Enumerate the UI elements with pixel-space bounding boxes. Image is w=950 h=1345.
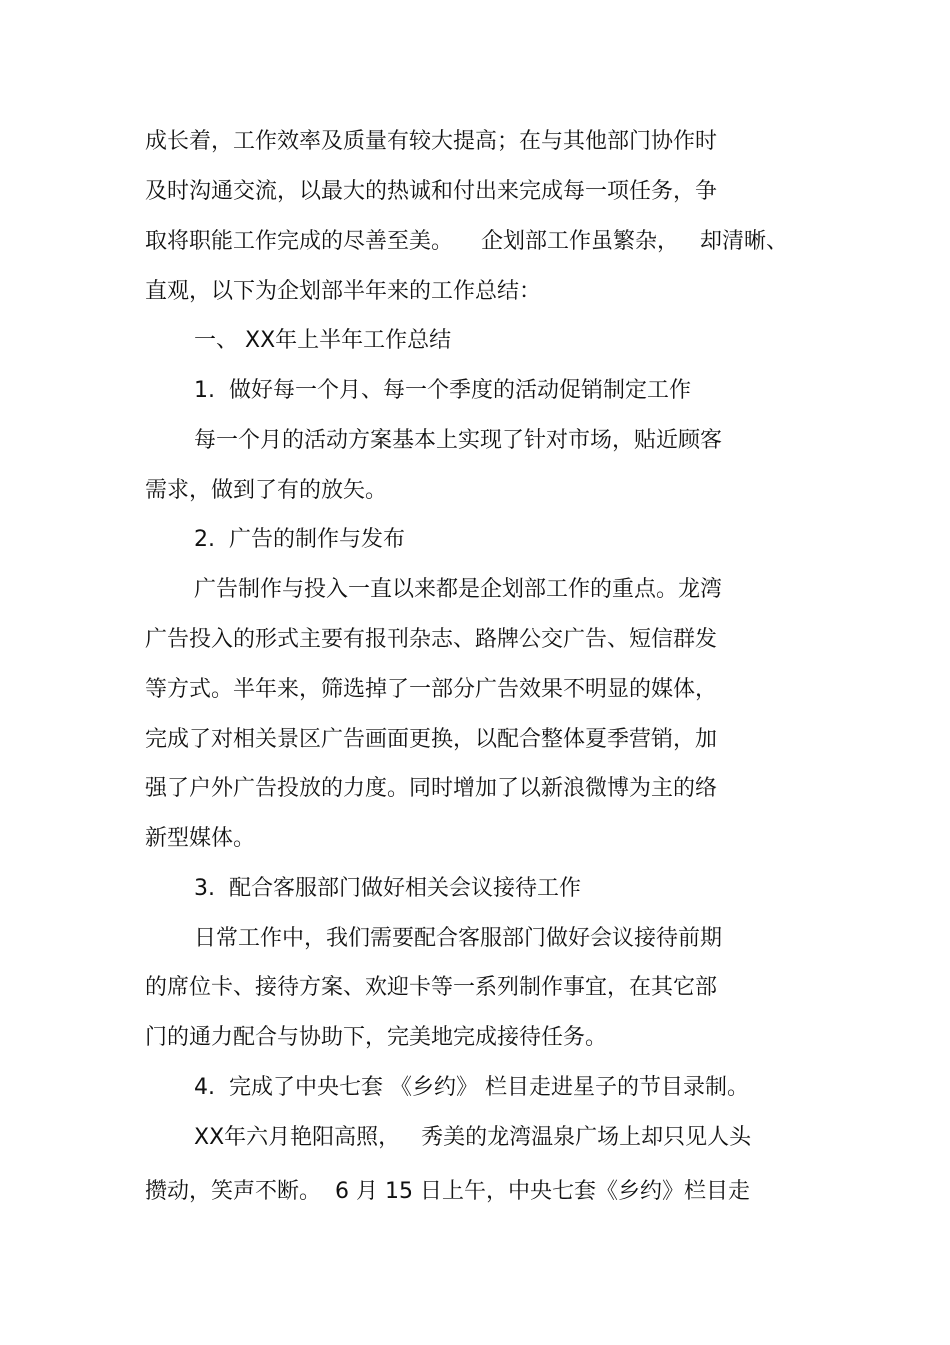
text-line: 每一个月的活动方案基本上实现了针对市场，贴近顾客 xyxy=(194,428,723,453)
text-line: 广告投入的形式主要有报刊杂志、路牌公交广告、短信群发 xyxy=(145,627,718,652)
subsection-heading: 1. 做好每一个月、每一个季度的活动促销制定工作 xyxy=(194,378,691,403)
text-line: 等方式。半年来，筛选掉了一部分广告效果不明显的媒体， xyxy=(145,677,718,702)
text-line: XX年六月艳阳高照， 秀美的龙湾温泉广场上却只见人头 xyxy=(194,1125,752,1150)
text-line: 攒动，笑声不断。 6 月 15 日上午，中央七套《乡约》栏目走 xyxy=(145,1179,750,1204)
text-line: 日常工作中，我们需要配合客服部门做好会议接待前期 xyxy=(194,926,723,951)
text-line: 强了户外广告投放的力度。同时增加了以新浪微博为主的络 xyxy=(145,776,718,801)
section-heading: 一、 XX年上半年工作总结 xyxy=(194,328,452,353)
text-line: 及时沟通交流，以最大的热诚和付出来完成每一项任务，争 xyxy=(145,179,718,204)
text-line: 需求，做到了有的放矢。 xyxy=(145,478,388,503)
subsection-heading: 3. 配合客服部门做好相关会议接待工作 xyxy=(194,876,581,901)
text-line: 直观，以下为企划部半年来的工作总结： xyxy=(145,279,542,304)
text-line: 广告制作与投入一直以来都是企划部工作的重点。龙湾 xyxy=(194,577,723,602)
text-line: 的席位卡、接待方案、欢迎卡等一系列制作事宜，在其它部 xyxy=(145,975,718,1000)
text-line: 取将职能工作完成的尽善至美。 企划部工作虽繁杂， 却清晰、 xyxy=(145,229,788,254)
text-line: 新型媒体。 xyxy=(145,826,256,851)
subsection-heading: 4. 完成了中央七套 《乡约》 栏目走进星子的节目录制。 xyxy=(194,1075,749,1100)
text-line: 完成了对相关景区广告画面更换，以配合整体夏季营销，加 xyxy=(145,727,718,752)
text-line: 成长着，工作效率及质量有较大提高；在与其他部门协作时 xyxy=(145,129,718,154)
text-line: 门的通力配合与协助下，完美地完成接待任务。 xyxy=(145,1025,608,1050)
subsection-heading: 2. 广告的制作与发布 xyxy=(194,527,405,552)
